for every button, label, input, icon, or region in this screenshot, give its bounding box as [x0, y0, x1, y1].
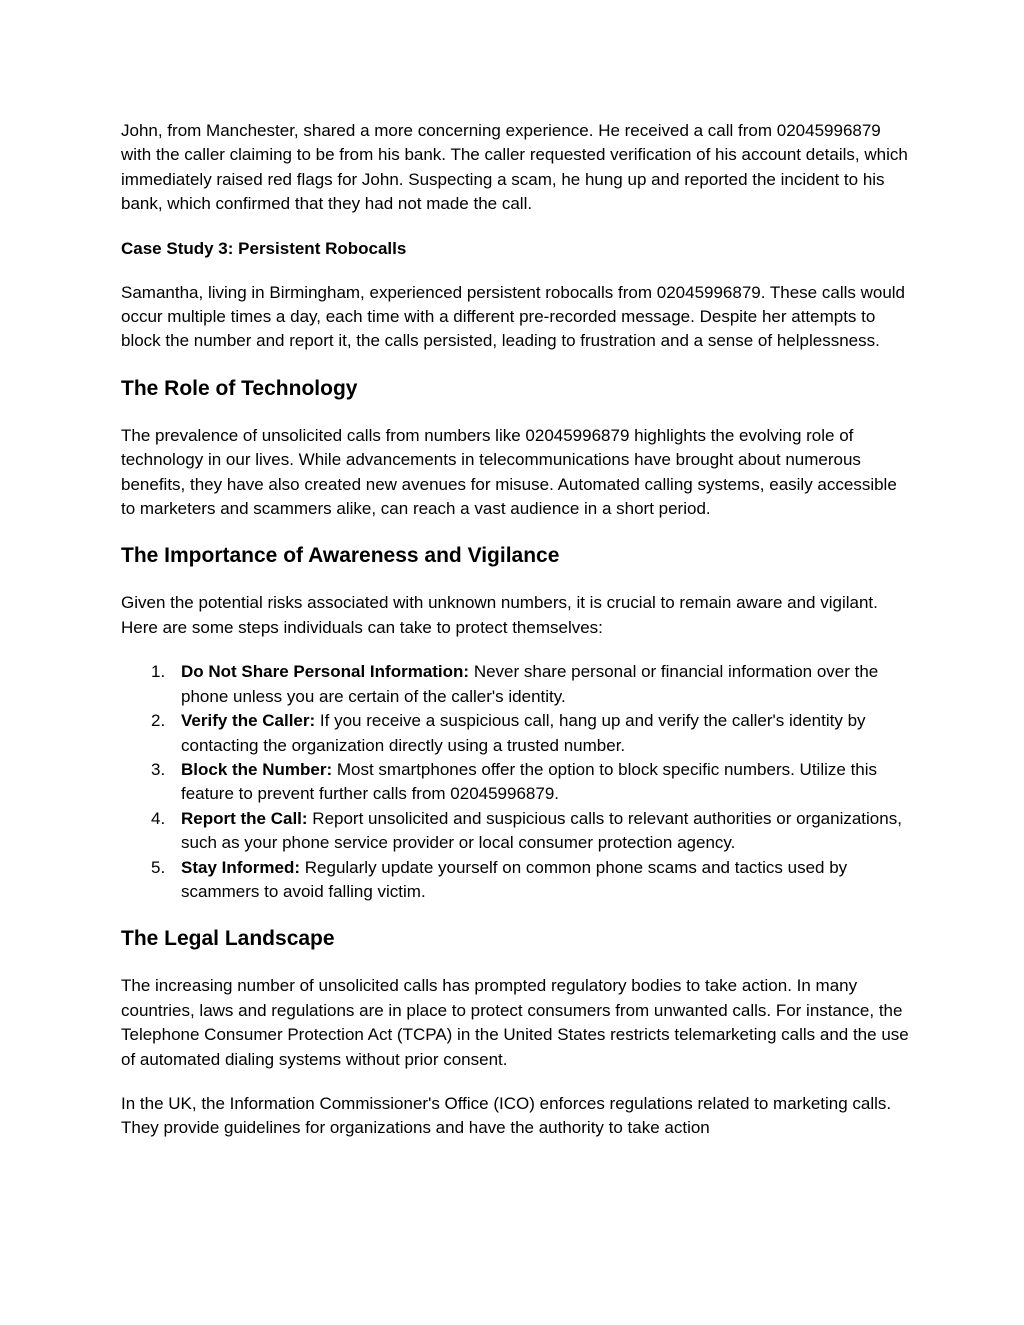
technology-heading: The Role of Technology	[121, 376, 358, 400]
list-item-title: Verify the Caller:	[181, 711, 316, 731]
protection-steps-list	[121, 660, 911, 904]
list-item	[121, 758, 911, 807]
awareness-heading: The Importance of Awareness and Vigilance	[121, 544, 560, 568]
list-item	[121, 709, 911, 758]
awareness-intro: Given the potential risks associated with unknown numbers, it is crucial to remain aware and vigilant. Here are some steps individuals can take to protect themselves:	[121, 593, 878, 637]
technology-paragraph: The prevalence of unsolicited calls from numbers like 02045996879 highlights the evolving role of technology in our lives. While advancements in telecommunications have brought about numerous benefits, they have also created new avenues for misuse. Automated calling systems, easily accessible to marketers and scammers alike, can reach a vast audience in a short period.	[121, 425, 897, 519]
list-item-number: 4.	[151, 808, 166, 828]
list-item-number: 3.	[151, 759, 166, 779]
list-item-title: Do Not Share Personal Information:	[181, 662, 470, 682]
list-item-number: 2.	[151, 711, 166, 731]
list-item-number: 5.	[151, 857, 166, 877]
list-item-text: Regularly update yourself on common phone scams and tactics used by scammers to avoid falling victim.	[181, 857, 848, 901]
list-item-text: Report unsolicited and suspicious calls to relevant authorities or organizations, such as your phone service provider or local consumer protection agency.	[181, 808, 902, 853]
legal-paragraph-2: In the UK, the Information Commissioner's Office (ICO) enforces regulations related to marketing calls. They provide guidelines for organizations and have the authority to take action	[121, 1093, 892, 1138]
list-item-text: Most smartphones offer the option to block specific numbers. Utilize this feature to prevent further calls from 02045996879.	[181, 759, 878, 804]
list-item-text: If you receive a suspicious call, hang up and verify the caller's identity by contacting the organization directly using a trusted number.	[181, 711, 866, 755]
samantha-paragraph: Samantha, living in Birmingham, experienced persistent robocalls from 02045996879. These calls would occur multiple times a day, each time with a different pre-recorded message. Despite her attempts to block the number and report it, the calls persisted, leading to frustration and a sense of helplessness.	[121, 282, 906, 351]
list-item	[121, 660, 911, 709]
list-item-title: Stay Informed:	[181, 857, 301, 877]
legal-heading: The Legal Landscape	[121, 927, 335, 951]
list-item-title: Report the Call:	[181, 808, 308, 828]
list-item-number: 1.	[151, 662, 166, 682]
legal-paragraph-1: The increasing number of unsolicited calls has prompted regulatory bodies to take action. In many countries, laws and regulations are in place to protect consumers from unwanted calls. For instance, the Telephone Consumer Protection Act (TCPA) in the United States restricts telemarketing calls and the use of automated dialing systems without prior consent.	[121, 976, 909, 1069]
document-page	[121, 119, 911, 1161]
john-paragraph: John, from Manchester, shared a more concerning experience. He received a call from 02045996879 with the caller claiming to be from his bank. The caller requested verification of his account details, which immediately raised red flags for John. Suspecting a scam, he hung up and reported the incident to his bank, which confirmed that they had not made the call.	[121, 121, 908, 214]
list-item-text: Never share personal or financial information over the phone unless you are certain of the caller's identity.	[181, 662, 879, 706]
list-item-title: Block the Number:	[181, 759, 333, 779]
case-study-3-heading: Case Study 3: Persistent Robocalls	[121, 238, 407, 258]
list-item	[121, 807, 911, 856]
list-item	[121, 856, 911, 905]
